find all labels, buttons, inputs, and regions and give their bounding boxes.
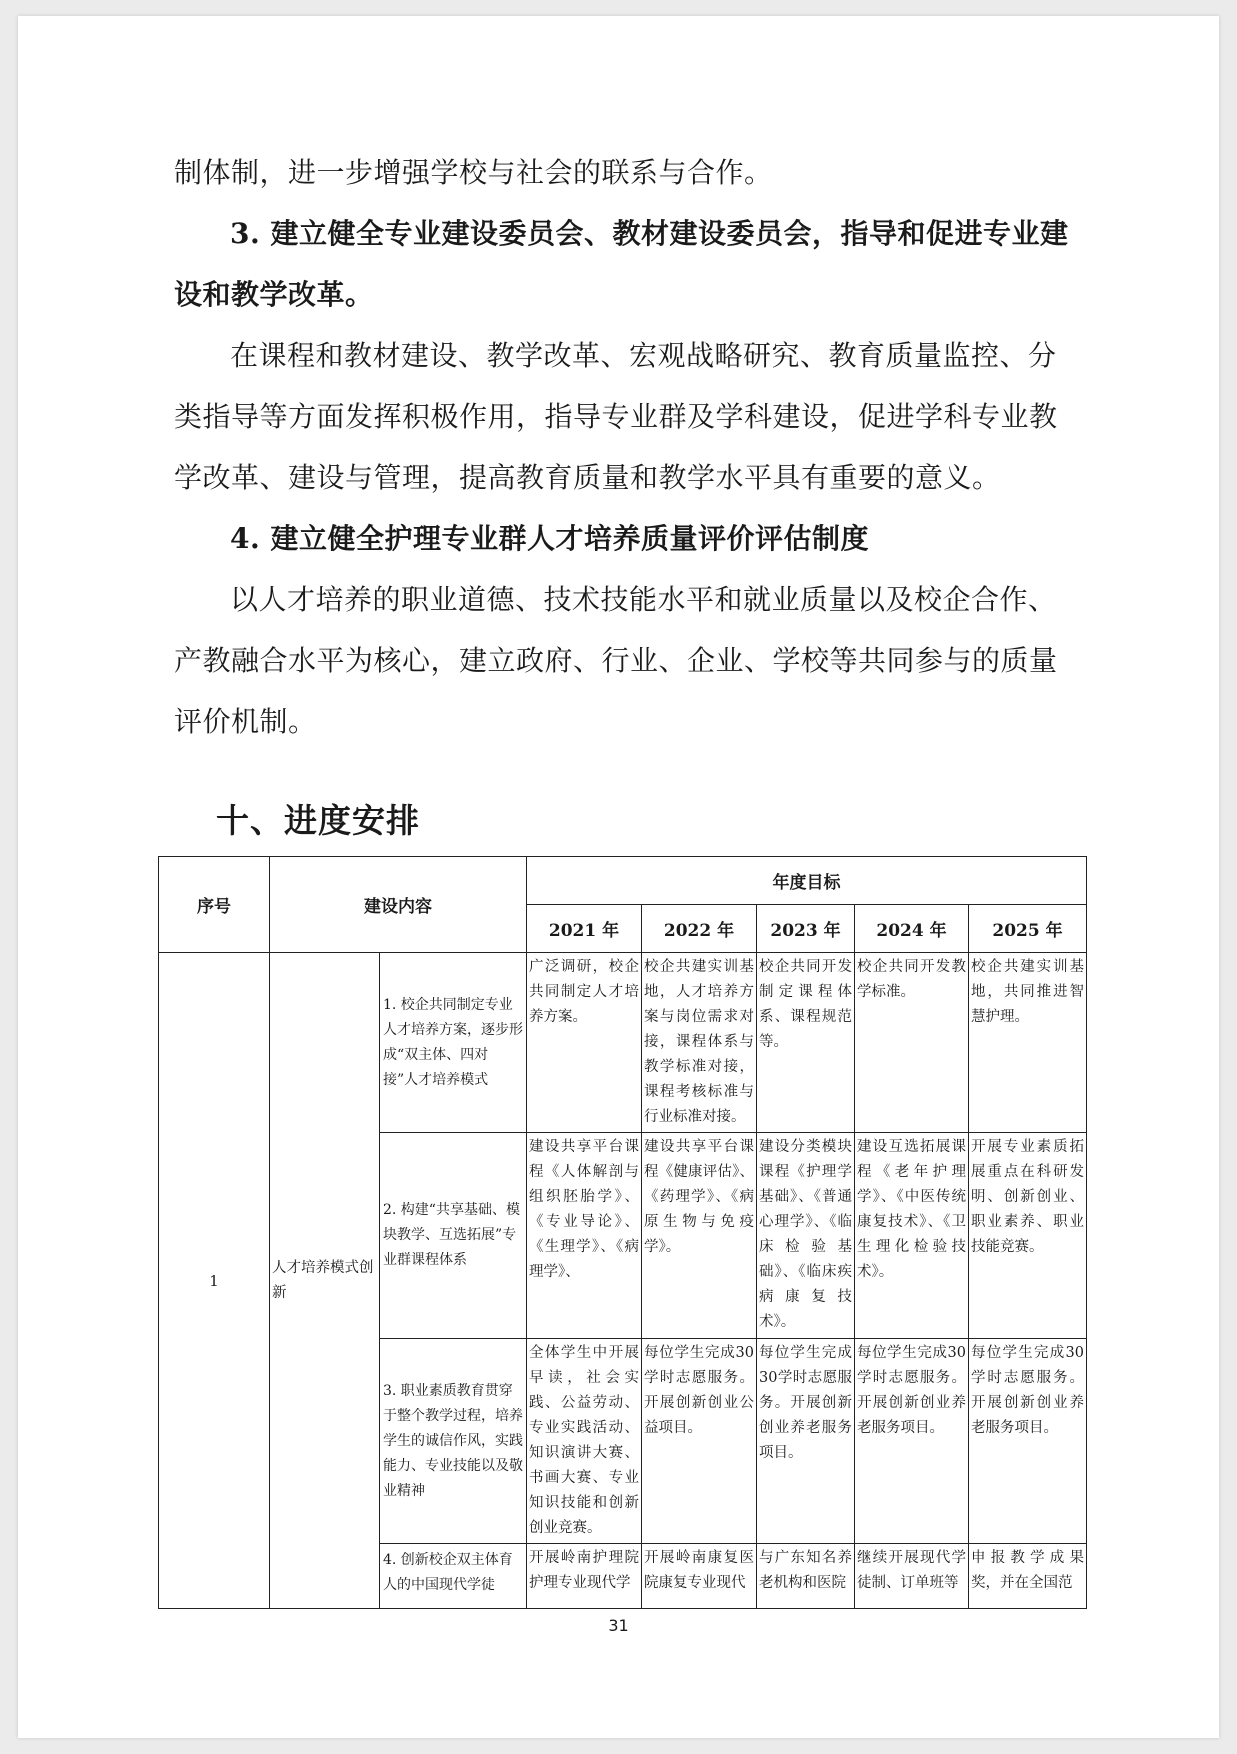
year-cell: 校企共同开发制定课程体系、课程规范等。 [757, 953, 855, 1133]
schedule-table [158, 856, 1087, 1609]
section-title: 十、进度安排 [216, 801, 420, 840]
year-cell: 建设共享平台课程《健康评估》、《药理学》、《病原生物与免疫学》。 [642, 1133, 757, 1339]
category-cell: 人才培养模式创新 [270, 953, 380, 1609]
subheading-4: 4. 建立健全护理专业群人才培养质量评价评估制度 [230, 522, 869, 555]
year-cell: 建设分类模块课程《护理学基础》、《普通心理学》、《临床检验基础》、《临床疾病康复技术》。 [757, 1133, 855, 1339]
year-cell: 广泛调研，校企共同制定人才培养方案。 [527, 953, 642, 1133]
seq-cell: 1 [159, 953, 270, 1609]
item-cell: 1. 校企共同制定专业人才培养方案，逐步形成“双主体、四对接”人才培养模式 [380, 953, 527, 1133]
header-year-2025: 2025 年 [969, 905, 1087, 953]
year-cell: 申报教学成果奖，并在全国范 [969, 1544, 1087, 1609]
year-cell: 开展专业素质拓展重点在科研发明、创新创业、职业素养、职业技能竞赛。 [969, 1133, 1087, 1339]
item-cell: 4. 创新校企双主体育人的中国现代学徒 [380, 1544, 527, 1609]
header-year-2021: 2021 年 [527, 905, 642, 953]
header-seq: 序号 [159, 857, 270, 953]
year-cell: 建设共享平台课程《人体解剖与组织胚胎学》、《专业导论》、《生理学》、《病理学》、 [527, 1133, 642, 1339]
year-cell: 每位学生完成30学时志愿服务。开展创新创业养老服务项目。 [969, 1339, 1087, 1544]
year-cell: 建设互选拓展课程《老年护理学》、《中医传统康复技术》、《卫生理化检验技术》。 [855, 1133, 969, 1339]
body-text [174, 142, 1074, 752]
year-cell: 校企共同开发教学标准。 [855, 953, 969, 1133]
header-row-1 [159, 857, 1087, 905]
year-cell: 开展岭南护理院护理专业现代学 [527, 1544, 642, 1609]
table-row [159, 953, 1087, 1133]
item-cell: 3. 职业素质教育贯穿于整个教学过程，培养学生的诚信作风，实践能力、专业技能以及敬业精神 [380, 1339, 527, 1544]
year-cell: 每位学生完成30学时志愿服务。开展创新创业公益项目。 [642, 1339, 757, 1544]
header-year-2023: 2023 年 [757, 905, 855, 953]
year-cell: 继续开展现代学徒制、订单班等 [855, 1544, 969, 1609]
header-content: 建设内容 [270, 857, 527, 953]
paragraph-continuation: 制体制，进一步增强学校与社会的联系与合作。 [174, 156, 773, 189]
item-cell: 2. 构建“共享基础、模块教学、互选拓展”专业群课程体系 [380, 1133, 527, 1339]
year-cell: 每位学生完成30学时志愿服务。开展创新创业养老服务项目。 [757, 1339, 855, 1544]
year-cell: 每位学生完成30学时志愿服务。开展创新创业养老服务项目。 [855, 1339, 969, 1544]
year-cell: 开展岭南康复医院康复专业现代 [642, 1544, 757, 1609]
header-year-2022: 2022 年 [642, 905, 757, 953]
year-cell: 校企共建实训基地，共同推进智慧护理。 [969, 953, 1087, 1133]
year-cell: 与广东知名养老机构和医院 [757, 1544, 855, 1609]
header-year-2024: 2024 年 [855, 905, 969, 953]
year-cell: 校企共建实训基地，人才培养方案与岗位需求对接，课程体系与教学标准对接，课程考核标准与行业标准对接。 [642, 953, 757, 1133]
header-annual-goal: 年度目标 [527, 857, 1087, 905]
page-number: 31 [608, 1616, 629, 1635]
subheading-3: 3. 建立健全专业建设委员会、教材建设委员会，指导和促进专业建设和教学改革。 [174, 217, 1069, 311]
paragraph-committee: 在课程和教材建设、教学改革、宏观战略研究、教育质量监控、分类指导等方面发挥积极作用，指导专业群及学科建设，促进学科专业教学改革、建设与管理，提高教育质量和教学水平具有重要的意义。 [174, 339, 1058, 494]
year-cell: 全体学生中开展早读，社会实践、公益劳动、专业实践活动、知识演讲大赛、书画大赛、专业知识技能和创新创业竞赛。 [527, 1339, 642, 1544]
paragraph-evaluation: 以人才培养的职业道德、技术技能水平和就业质量以及校企合作、产教融合水平为核心，建立政府、行业、企业、学校等共同参与的质量评价机制。 [174, 583, 1058, 738]
